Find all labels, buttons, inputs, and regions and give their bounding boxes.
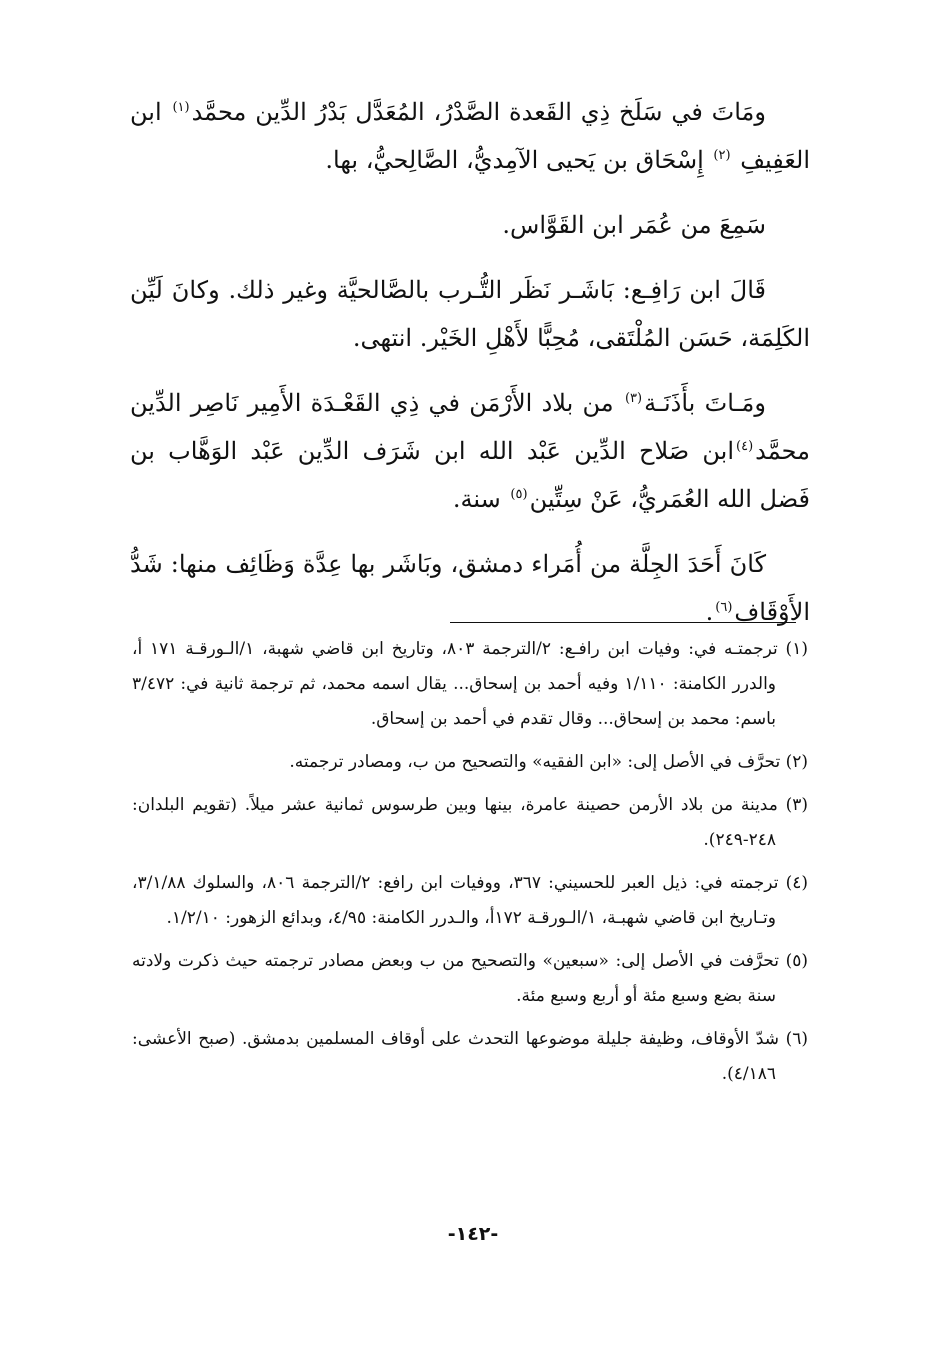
- text-run: ومَـاتَ بأَذَنَـة: [644, 389, 766, 417]
- footnote-separator: [450, 622, 796, 623]
- footnote-marker-2[interactable]: (٢): [713, 148, 731, 163]
- text-run: .: [705, 598, 714, 626]
- footnote-4: (٤) ترجمته في: ذيل العبر للحسيني: ٣٦٧، ووفيات ابن رافع: ٢/الترجمة ٨٠٦، والسلوك ٣/١/٨٨، وتـاريخ ابن قاضي شهبـة، ١/الـورقـة ١٧٢أ، والـدرر الكامنة: ٤/٩٥، وبدائع الزهور: ١/٢/١٠.: [132, 873, 809, 928]
- footnote-2: (٢) تحرَّف في الأصل إلى: «ابن الفقيه» والتصحيح من ب، ومصادر ترجمته.: [289, 752, 808, 772]
- paragraph-death-badr-al-din: [130, 88, 810, 184]
- footnote-marker-6[interactable]: (٦): [715, 600, 733, 615]
- main-text: [130, 88, 810, 653]
- footnote-marker-3[interactable]: (٣): [624, 391, 643, 406]
- footnote-marker-1[interactable]: (١): [172, 100, 190, 115]
- text-run: ومَاتَ في سَلَخ ذِي القَعدة الصَّدْرُ، المُعَدَّل بَدْرُ الدِّين محمَّد: [191, 98, 766, 126]
- paragraph-heard-from: سَمِعَ من عُمَر ابن القَوَّاس.: [502, 211, 766, 239]
- paragraph-ibn-rafi-quote: قَالَ ابن رَافِـع: بَاشَـر نَظَر التُّـرب بالصَّالحيَّة وغير ذلك. وكانَ لَيِّن الكَلِمَة، حَسَن المُلْتَقى، مُحِبًّا لأَهْلِ الخَيْر. انتهى.: [130, 276, 810, 352]
- footnote-marker-4[interactable]: (٤): [736, 439, 754, 454]
- footnote-1: (١) ترجمتـه في: وفيات ابن رافـع: ٢/الترجمة ٨٠٣، وتاريخ ابن قاضي شهبة، ١/الـورقـة ١٧١ أ، والدرر الكامنة: ١/١١٠ وفيه أحمد بن إسحاق... يقال اسمه محمد، ثم ترجمة ثانية في: ٣/٤٧٢ باسم: محمد بن إسحاق... وقال تقدم في أحمد بن إسحاق.: [132, 639, 808, 729]
- footnotes: [132, 632, 808, 1100]
- footnote-5: (٥) تحرَّفت في الأصل إلى: «سبعين» والتصحيح من ب وبعض مصادر ترجمته حيث ذكرت ولادته سنة بضع وسبع مئة أو أربع وسبع مئة.: [132, 951, 808, 1006]
- text-run: كَانَ أَحَدَ الجِلَّة من أُمَراء دمشق، وبَاشَر بها عِدَّة وَظَائِف منها: شَدُّ الأَوْقَاف: [130, 550, 810, 626]
- text-run: من بلاد الأَرْمَن في ذِي القَعْـدَة الأَمِير نَاصِر الدِّين محمَّد: [130, 389, 810, 465]
- paragraph-death-nasir-al-din: [130, 379, 810, 523]
- text-run: ابن صَلاح الدِّين عَبْد الله ابن شَرَف الدِّين عَبْد الوَهَّاب بن فَضل الله العُمَريُّ، عَنْ سِتِّين: [130, 437, 810, 513]
- text-run: ابن العَفِيفِ: [130, 98, 810, 174]
- footnote-3: (٣) مدينة من بلاد الأرمن حصينة عامرة، بينها وبين طرسوس ثمانية عشر ميلاً. (تقويم البلدان: ٢٤٨-٢٤٩).: [132, 795, 808, 850]
- footnote-marker-5[interactable]: (٥): [510, 487, 528, 502]
- page-number: -١٤٢-: [447, 1223, 499, 1245]
- text-run: إِسْحَاق بن يَحيى الآمِديُّ، الصَّالِحيُّ، بها.: [325, 146, 704, 174]
- footnote-6: (٦) شدّ الأوقاف، وظيفة جليلة موضوعها التحدث على أوقاف المسلمين بدمشق. (صبح الأعشى: ٤/١٨٦).: [132, 1029, 808, 1084]
- text-run: سنة.: [452, 485, 501, 513]
